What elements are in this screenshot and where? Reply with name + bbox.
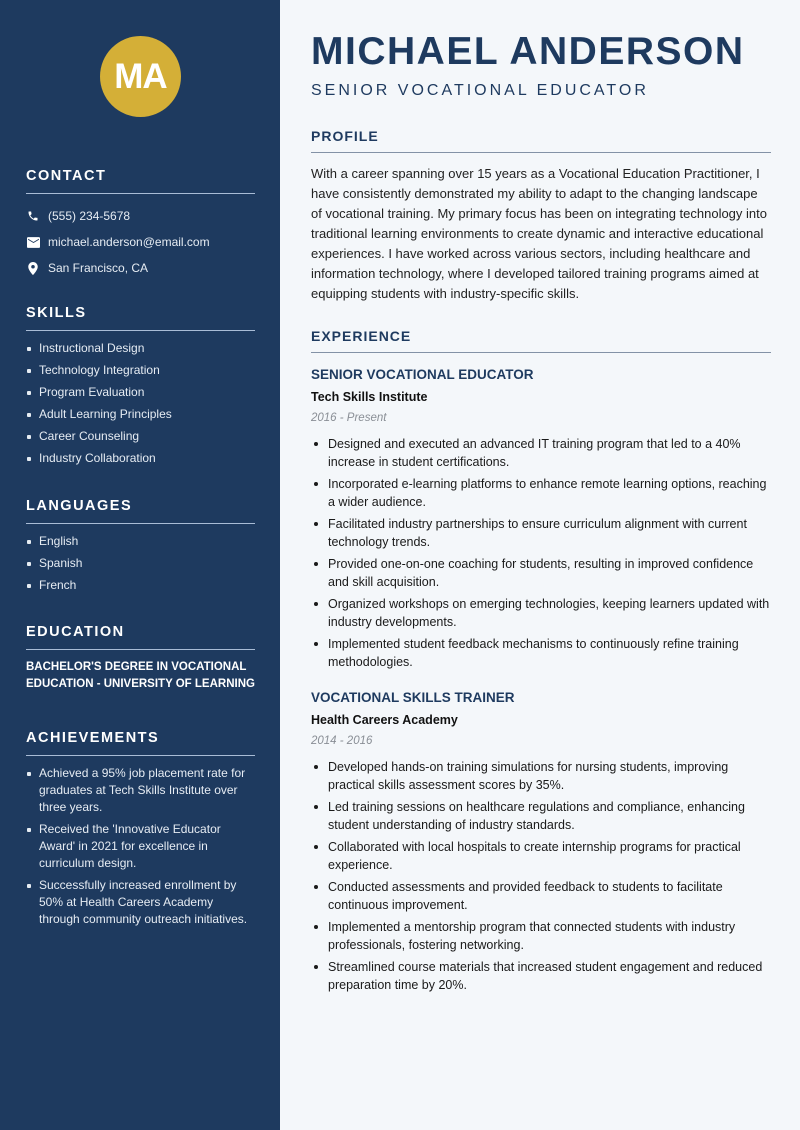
job-bullet: Provided one-on-one coaching for students, resulting in improved confidence and skill acquisition.	[311, 555, 771, 591]
job-entry	[311, 366, 771, 675]
phone-icon	[26, 209, 40, 223]
education-title: EDUCATION	[26, 624, 255, 650]
avatar-initials: MA	[114, 56, 167, 96]
profile-text: With a career spanning over 15 years as a Vocational Education Practitioner, I have consistently demonstrated my ability to adapt to the changing landscape of vocational training. My primary focus has been on integrating technology into traditional learning environments to create dynamic and interactive educational experiences. I have worked across various sectors, including healthcare and information technology, where I developed tailored training programs aimed at equipping students with industry-specific skills.	[311, 166, 767, 301]
experience-title: EXPERIENCE	[311, 328, 771, 353]
job-bullets	[311, 435, 771, 671]
skill-item: Technology Integration	[26, 362, 255, 379]
job-company: Health Careers Academy	[311, 713, 458, 727]
avatar	[100, 36, 181, 117]
job-bullet: Implemented student feedback mechanisms to continuously refine training methodologies.	[311, 635, 771, 671]
language-item: French	[26, 577, 255, 594]
skill-item: Industry Collaboration	[26, 450, 255, 467]
contact-email	[26, 229, 255, 255]
profile-title: PROFILE	[311, 128, 771, 153]
skill-item: Program Evaluation	[26, 384, 255, 401]
achievements-title: ACHIEVEMENTS	[26, 730, 255, 756]
job-title: VOCATIONAL SKILLS TRAINER	[311, 690, 515, 705]
contact-phone	[26, 203, 255, 229]
education-section	[26, 624, 255, 693]
location-pin-icon	[26, 261, 40, 275]
skill-item: Instructional Design	[26, 340, 255, 357]
email-text[interactable]: michael.anderson@email.com	[48, 235, 210, 249]
language-item: Spanish	[26, 555, 255, 572]
skill-item: Adult Learning Principles	[26, 406, 255, 423]
contact-section	[26, 168, 255, 281]
job-bullet: Conducted assessments and provided feedback to students to facilitate continuous improvement.	[311, 878, 771, 914]
achievements-section	[26, 730, 255, 933]
skills-title: SKILLS	[26, 305, 255, 331]
skills-list	[26, 340, 255, 467]
achievement-item: Received the 'Innovative Educator Award' in 2021 for excellence in curriculum design.	[26, 821, 255, 872]
languages-list	[26, 533, 255, 594]
job-bullet: Developed hands-on training simulations for nursing students, improving practical skills assessment scores by 35%.	[311, 758, 771, 794]
job-bullets	[311, 758, 771, 994]
job-bullet: Collaborated with local hospitals to create internship programs for practical experience.	[311, 838, 771, 874]
job-bullet: Led training sessions on healthcare regulations and compliance, enhancing student understanding of industry standards.	[311, 798, 771, 834]
skill-item: Career Counseling	[26, 428, 255, 445]
job-dates: 2016 - Present	[311, 412, 387, 424]
language-item: English	[26, 533, 255, 550]
job-bullet: Streamlined course materials that increased student engagement and reduced preparation time by 20%.	[311, 958, 771, 994]
contact-location	[26, 255, 255, 281]
achievement-item: Achieved a 95% job placement rate for graduates at Tech Skills Institute over three years.	[26, 765, 255, 816]
candidate-title: SENIOR VOCATIONAL EDUCATOR	[311, 82, 649, 99]
location-text: San Francisco, CA	[48, 261, 149, 275]
job-dates: 2014 - 2016	[311, 735, 373, 747]
contact-title: CONTACT	[26, 168, 255, 194]
skills-section	[26, 305, 255, 472]
phone-text: (555) 234-5678	[48, 209, 131, 223]
job-company: Tech Skills Institute	[311, 390, 428, 404]
education-degree: BACHELOR'S DEGREE IN VOCATIONAL EDUCATION - UNIVERSITY OF LEARNING	[26, 661, 255, 690]
languages-section	[26, 498, 255, 599]
job-entry	[311, 689, 771, 998]
job-bullet: Organized workshops on emerging technologies, keeping learners updated with industry developments.	[311, 595, 771, 631]
job-bullet: Implemented a mentorship program that connected students with industry professionals, fostering networking.	[311, 918, 771, 954]
job-title: SENIOR VOCATIONAL EDUCATOR	[311, 367, 534, 382]
job-bullet: Facilitated industry partnerships to ensure curriculum alignment with current technology trends.	[311, 515, 771, 551]
sidebar	[0, 0, 280, 1130]
achievement-item: Successfully increased enrollment by 50% at Health Careers Academy through community outreach initiatives.	[26, 877, 255, 928]
email-icon	[26, 235, 40, 249]
languages-title: LANGUAGES	[26, 498, 255, 524]
job-bullet: Designed and executed an advanced IT training program that led to a 40% increase in student certifications.	[311, 435, 771, 471]
job-bullet: Incorporated e-learning platforms to enhance remote learning options, reaching a wider audience.	[311, 475, 771, 511]
candidate-name: MICHAEL ANDERSON	[311, 30, 745, 73]
achievements-list	[26, 765, 255, 928]
